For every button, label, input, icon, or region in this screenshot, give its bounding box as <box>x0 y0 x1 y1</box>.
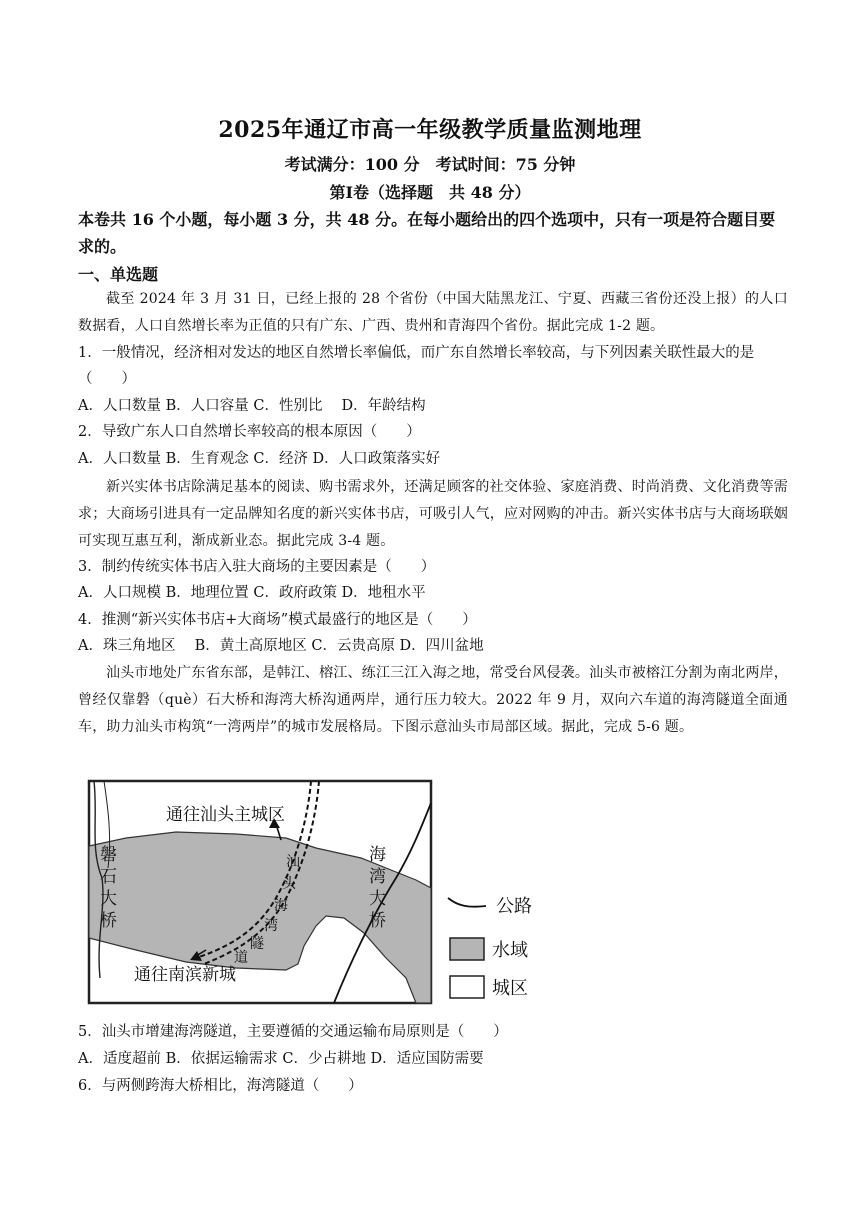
label-right-bridge-char-4: 桥 <box>369 911 386 930</box>
legend-water-label: 水域 <box>492 940 528 960</box>
question-3-stem: 3．制约传统实体书店入驻大商场的主要因素是（ ） <box>78 559 436 575</box>
section-title: 第Ⅰ卷（选择题 共 48 分） <box>329 183 531 202</box>
label-right-bridge-char-2: 湾 <box>369 867 386 886</box>
question-6-stem: 6．与两侧跨海大桥相比，海湾隧道（ ） <box>78 1078 363 1094</box>
legend-city-label: 城区 <box>492 978 528 998</box>
exam-title: 2025年通辽市高一年级教学质量监测地理 <box>218 117 642 143</box>
label-right-bridge-char-1: 海 <box>369 845 386 864</box>
question-2-stem: 2．导致广东人口自然增长率较高的根本原因（ ） <box>78 424 421 440</box>
label-north: 通往汕头主城区 <box>166 805 285 824</box>
passage-3: 汕头市地处广东省东部，是韩江、榕江、练江三江入海之地，常受台风侵袭。汕头市被榕江分割为南北两岸，曾经仅靠磐（què）石大桥和海湾大桥沟通两岸，通行压力较大。2022 年 9 月，双向六车道的海湾隧道全面通车，助力汕头市构筑“一湾两岸”的城市发展格局。下图示意汕头市局部区域。据此，完成 5-6 题。 <box>78 665 788 735</box>
label-tunnel-char-4: 湾 <box>264 917 278 933</box>
label-tunnel-char-1: 汕 <box>286 853 300 869</box>
question-1-stem: 1．一般情况，经济相对发达的地区自然增长率偏低，而广东自然增长率较高，与下列因素关联性最大的是 <box>78 345 755 361</box>
label-right-bridge-char-3: 大 <box>369 889 386 908</box>
part-heading: 一、单选题 <box>78 265 159 284</box>
label-tunnel-char-2: 头 <box>282 875 296 891</box>
label-left-bridge-char-3: 大 <box>100 889 117 908</box>
question-5-options: A．适度超前 B．依据运输需求 C．少占耕地 D．适应国防需要 <box>78 1051 484 1067</box>
instructions: 本卷共 16 个小题，每小题 3 分，共 48 分。在每小题给出的四个选项中，只有一项是符合题目要求的。 <box>78 210 776 256</box>
question-4-options: A．珠三角地区 B．黄土高原地区 C．云贵高原 D．四川盆地 <box>78 638 484 654</box>
label-left-bridge-char-4: 桥 <box>100 911 117 930</box>
label-south: 通往南滨新城 <box>134 965 236 984</box>
legend-water-icon <box>450 938 484 960</box>
passage-1: 截至 2024 年 3 月 31 日，已经上报的 28 个省份（中国大陆黑龙江、宁夏、西藏三省份还没上报）的人口数据看，人口自然增长率为正值的只有广东、广西、贵州和青海四个省份。据此完成 1-2 题。 <box>78 291 788 334</box>
legend-city-icon <box>450 976 484 998</box>
passage-2: 新兴实体书店除满足基本的阅读、购书需求外，还满足顾客的社交体验、家庭消费、时尚消费、文化消费等需求；大商场引进具有一定品牌知名度的新兴实体书店，可吸引人气，应对网购的冲击。新兴实体书店与大商场联姻可实现互惠互利，渐成新业态。据此完成 3-4 题。 <box>78 479 788 549</box>
label-left-bridge-char-2: 石 <box>100 867 117 886</box>
question-3-options: A．人口规模 B．地理位置 C．政府政策 D．地租水平 <box>78 585 426 601</box>
label-tunnel-char-6: 道 <box>234 949 248 965</box>
question-1-blank: （ ） <box>78 371 136 387</box>
question-2-options: A．人口数量 B．生育观念 C．经济 D．人口政策落实好 <box>78 451 441 467</box>
question-5-stem: 5．汕头市增建海湾隧道，主要遵循的交通运输布局原则是（ ） <box>78 1024 508 1040</box>
exam-info: 考试满分：100 分 考试时间：75 分钟 <box>284 155 576 174</box>
shantou-map <box>86 778 546 1008</box>
label-tunnel-char-3: 海 <box>274 897 288 913</box>
legend-road-icon <box>448 898 486 907</box>
question-1-options: A．人口数量 B．人口容量 C．性别比 D．年龄结构 <box>78 398 426 414</box>
legend-road-label: 公路 <box>496 896 532 916</box>
label-left-bridge-char-1: 磐 <box>100 845 117 864</box>
question-4-stem: 4．推测“新兴实体书店+大商场”模式最盛行的地区是（ ） <box>78 612 477 628</box>
label-tunnel-char-5: 隧 <box>250 935 264 951</box>
